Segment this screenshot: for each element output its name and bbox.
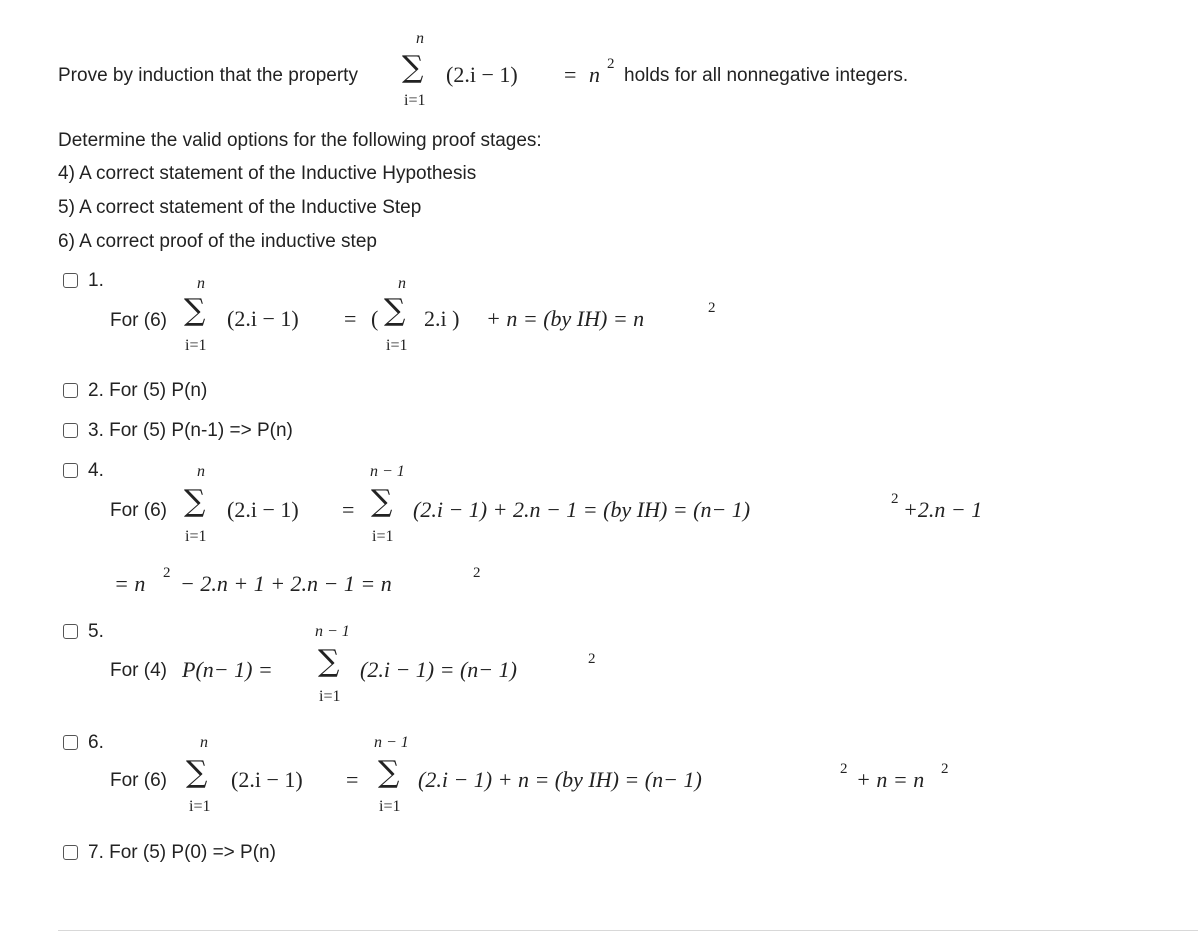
sum2-upper: n − 1 [374, 734, 409, 751]
option-4-number: 4. [88, 460, 104, 481]
sum2-lower: i=1 [379, 798, 401, 815]
bottom-divider [58, 930, 1198, 931]
option-4-term2: (2.i − 1) + 2.n − 1 = (by IH) = (n− 1) [413, 497, 751, 522]
option-1-checkbox[interactable] [63, 273, 78, 288]
option-5-label: For (4) [110, 660, 167, 681]
sum1-lower: i=1 [189, 798, 211, 815]
option-1-term2: 2.i ) [424, 306, 460, 331]
option-1-number: 1. [88, 270, 104, 291]
option-4-tail: +2.n − 1 [903, 497, 983, 522]
sigma-symbol: ∑ [318, 644, 340, 679]
equals-sign: = [346, 767, 359, 792]
option-6-number: 6. [88, 732, 104, 753]
option-4-line2b: − 2.n + 1 + 2.n − 1 = n [180, 571, 392, 596]
rhs-n: n [589, 62, 600, 87]
option-3-checkbox[interactable] [63, 423, 78, 438]
sigma-symbol: ∑ [378, 755, 400, 790]
option-6-label: For (6) [110, 770, 167, 791]
sum1-lower: i=1 [185, 337, 207, 354]
sum2-upper: n [398, 275, 406, 292]
option-3-text: 3. For (5) P(n-1) => P(n) [88, 420, 293, 441]
sigma-symbol: ∑ [402, 50, 424, 85]
sum-upper-limit: n [416, 30, 424, 47]
option-5-pre: P(n− 1) = [182, 657, 273, 682]
question-suffix: holds for all nonnegative integers. [624, 65, 909, 86]
option-7-text: 7. For (5) P(0) => P(n) [88, 842, 276, 863]
sum1-upper: n [197, 463, 205, 480]
stage-5: 5) A correct statement of the Inductive Step [58, 197, 422, 218]
option-4-term: (2.i − 1) [227, 497, 299, 522]
sum-term: (2.i − 1) [446, 62, 518, 87]
option-5-number: 5. [88, 621, 104, 642]
equals-sign: = [342, 497, 355, 522]
option-7-checkbox[interactable] [63, 845, 78, 860]
option-2-text: 2. For (5) P(n) [88, 380, 208, 401]
sum1-upper: n [200, 734, 208, 751]
question-prefix: Prove by induction that the property [58, 65, 358, 86]
option-5-term: (2.i − 1) = (n− 1) [360, 657, 517, 682]
stage-4: 4) A correct statement of the Inductive Hypothesis [58, 163, 477, 184]
exponent: 2 [891, 491, 899, 507]
option-6-term: (2.i − 1) [231, 767, 303, 792]
option-6-checkbox[interactable] [63, 735, 78, 750]
sigma-symbol: ∑ [384, 293, 406, 328]
sum1-upper: n [197, 275, 205, 292]
exponent: 2 [941, 761, 949, 777]
option-2-checkbox[interactable] [63, 383, 78, 398]
sum2-upper: n − 1 [370, 463, 405, 480]
option-1-label: For (6) [110, 310, 167, 331]
sum-lower-limit: i=1 [404, 92, 426, 109]
rhs-exponent: 2 [607, 56, 615, 72]
sum2-lower: i=1 [372, 528, 394, 545]
instructions-intro: Determine the valid options for the following proof stages: [58, 130, 542, 151]
sigma-symbol: ∑ [186, 755, 208, 790]
option-5-checkbox[interactable] [63, 624, 78, 639]
sum1-lower: i=1 [185, 528, 207, 545]
option-1-rest: + n = (by IH) = n [486, 306, 645, 331]
exponent: 2 [840, 761, 848, 777]
exponent: 2 [588, 651, 596, 667]
open-paren: ( [371, 306, 379, 331]
stage-6: 6) A correct proof of the inductive step [58, 231, 377, 252]
sum2-lower: i=1 [386, 337, 408, 354]
equals-sign: = [564, 62, 577, 87]
option-4-label: For (6) [110, 500, 167, 521]
option-4-line2a: = n [114, 571, 146, 596]
sigma-symbol: ∑ [371, 484, 393, 519]
sum-upper: n − 1 [315, 623, 350, 640]
sum-lower: i=1 [319, 688, 341, 705]
option-6-term2: (2.i − 1) + n = (by IH) = (n− 1) [418, 767, 702, 792]
sigma-symbol: ∑ [184, 293, 206, 328]
option-4-checkbox[interactable] [63, 463, 78, 478]
exponent: 2 [708, 300, 716, 316]
option-1-term: (2.i − 1) [227, 306, 299, 331]
exponent: 2 [163, 565, 171, 581]
option-6-tail: + n = n [856, 767, 925, 792]
sigma-symbol: ∑ [184, 484, 206, 519]
equals-sign: = [344, 306, 357, 331]
exponent: 2 [473, 565, 481, 581]
